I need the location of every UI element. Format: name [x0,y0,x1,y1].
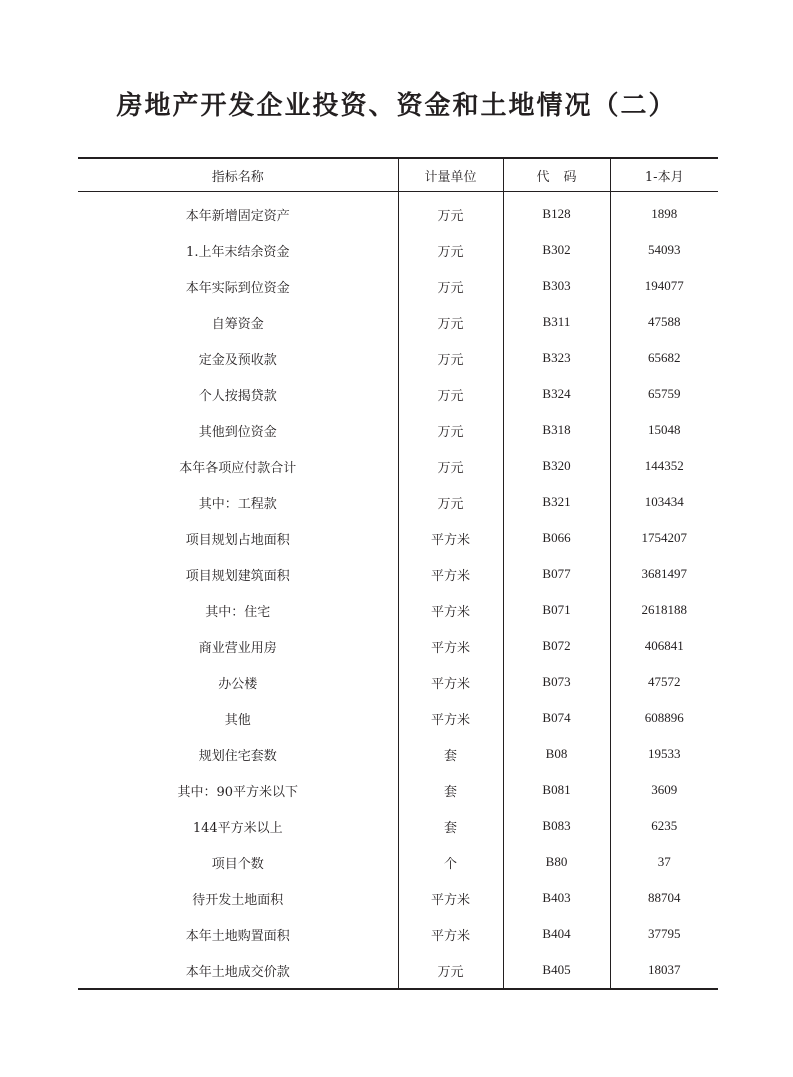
cell-indicator-name: 其中：90平方米以下 [177,784,299,800]
cell-indicator-name: 本年土地购置面积 [185,928,290,944]
cell-indicator-name: 自筹资金 [211,316,264,332]
cell-indicator-name: 本年各项应付款合计 [179,460,297,476]
cell-indicator-name: 其中：住宅 [205,604,271,620]
cell-value: 19533 [610,736,718,772]
cell-indicator-name: 个人按揭贷款 [198,388,277,404]
cell-value: 6235 [610,808,718,844]
cell-unit: 套 [398,772,503,808]
cell-unit: 平方米 [398,556,503,592]
cell-unit: 套 [398,736,503,772]
cell-code: B323 [503,340,610,376]
column-header-name: 指标名称 [78,158,398,192]
cell-code: B074 [503,700,610,736]
cell-value: 1898 [610,192,718,233]
data-table-container [78,157,718,990]
cell-code: B08 [503,736,610,772]
cell-indicator-name: 商业营业用房 [198,640,277,656]
cell-code: B318 [503,412,610,448]
cell-unit: 万元 [398,412,503,448]
cell-indicator-name: 本年土地成交价款 [78,952,398,989]
cell-value: 3609 [610,772,718,808]
cell-value: 3681497 [610,556,718,592]
cell-code: B321 [503,484,610,520]
cell-indicator-name: 规划住宅套数 [198,748,277,764]
cell-unit: 个 [398,844,503,880]
cell-value: 65682 [610,340,718,376]
cell-unit: 万元 [398,232,503,268]
cell-code: B80 [503,844,610,880]
cell-value: 65759 [610,376,718,412]
table-row [78,664,718,700]
cell-indicator-name: 项目个数 [211,856,264,872]
header-row [78,158,718,192]
cell-code: B303 [503,268,610,304]
cell-code: B083 [503,808,610,844]
table-row [78,192,718,233]
cell-value: 608896 [610,700,718,736]
cell-unit: 万元 [398,304,503,340]
page-title: 房地产开发企业投资、资金和土地情况（二） [116,91,677,121]
table-row [78,304,718,340]
table-header [78,158,718,192]
cell-code: B071 [503,592,610,628]
cell-value: 18037 [610,952,718,989]
cell-code: B081 [503,772,610,808]
cell-code: B072 [503,628,610,664]
cell-indicator-name: 项目规划占地面积 [185,532,290,548]
table-row [78,592,718,628]
column-header-unit: 计量单位 [398,158,503,192]
cell-unit: 万元 [398,448,503,484]
cell-code: B077 [503,556,610,592]
column-header-value: 1-本月 [610,158,718,192]
cell-unit: 万元 [398,192,503,233]
table-row [78,916,718,952]
table-row [78,772,718,808]
table-row [78,952,718,989]
cell-unit: 平方米 [398,700,503,736]
cell-indicator-name: 其他 [224,712,251,728]
table-body [78,192,718,990]
cell-code: B128 [503,192,610,233]
cell-unit: 平方米 [398,628,503,664]
table-row [78,412,718,448]
cell-code: B073 [503,664,610,700]
table-row [78,628,718,664]
table-row [78,484,718,520]
cell-value: 88704 [610,880,718,916]
cell-indicator-name: 144平方米以上 [192,820,283,836]
cell-value: 406841 [610,628,718,664]
cell-unit: 平方米 [398,520,503,556]
table-row [78,880,718,916]
table-row [78,808,718,844]
cell-unit: 万元 [398,952,503,989]
cell-value: 37 [610,844,718,880]
cell-unit: 万元 [398,376,503,412]
cell-unit: 万元 [398,340,503,376]
table-row [78,268,718,304]
cell-code: B403 [503,880,610,916]
cell-unit: 套 [398,808,503,844]
data-table [78,157,718,990]
cell-unit: 平方米 [398,916,503,952]
table-row [78,232,718,268]
cell-unit: 万元 [398,484,503,520]
cell-value: 54093 [610,232,718,268]
cell-code: B324 [503,376,610,412]
cell-indicator-name: 定金及预收款 [198,352,277,368]
cell-value: 15048 [610,412,718,448]
cell-value: 144352 [610,448,718,484]
cell-code: B302 [503,232,610,268]
cell-unit: 平方米 [398,592,503,628]
cell-indicator-name: 项目规划建筑面积 [185,568,290,584]
cell-value: 1754207 [610,520,718,556]
table-row [78,844,718,880]
cell-indicator-name: 本年新增固定资产 [185,208,290,224]
cell-value: 103434 [610,484,718,520]
cell-code: B404 [503,916,610,952]
table-row [78,520,718,556]
cell-value: 47588 [610,304,718,340]
table-row [78,736,718,772]
cell-unit: 万元 [398,268,503,304]
cell-indicator-name: 办公楼 [218,676,258,692]
cell-indicator-name: 本年实际到位资金 [185,280,290,296]
cell-code: B320 [503,448,610,484]
column-header-code: 代码 [503,158,610,192]
cell-indicator-name: 其中：工程款 [198,496,277,512]
cell-value: 2618188 [610,592,718,628]
table-row [78,448,718,484]
cell-code: B066 [503,520,610,556]
table-row [78,376,718,412]
table-row [78,556,718,592]
cell-indicator-name: 待开发土地面积 [192,892,284,908]
cell-code: B311 [503,304,610,340]
cell-value: 194077 [610,268,718,304]
cell-value: 47572 [610,664,718,700]
table-row [78,340,718,376]
cell-indicator-name: 其他到位资金 [198,424,277,440]
table-row [78,700,718,736]
cell-code: B405 [503,952,610,989]
cell-unit: 平方米 [398,664,503,700]
cell-value: 37795 [610,916,718,952]
cell-unit: 平方米 [398,880,503,916]
cell-indicator-name: 1.上年末结余资金 [186,244,290,260]
